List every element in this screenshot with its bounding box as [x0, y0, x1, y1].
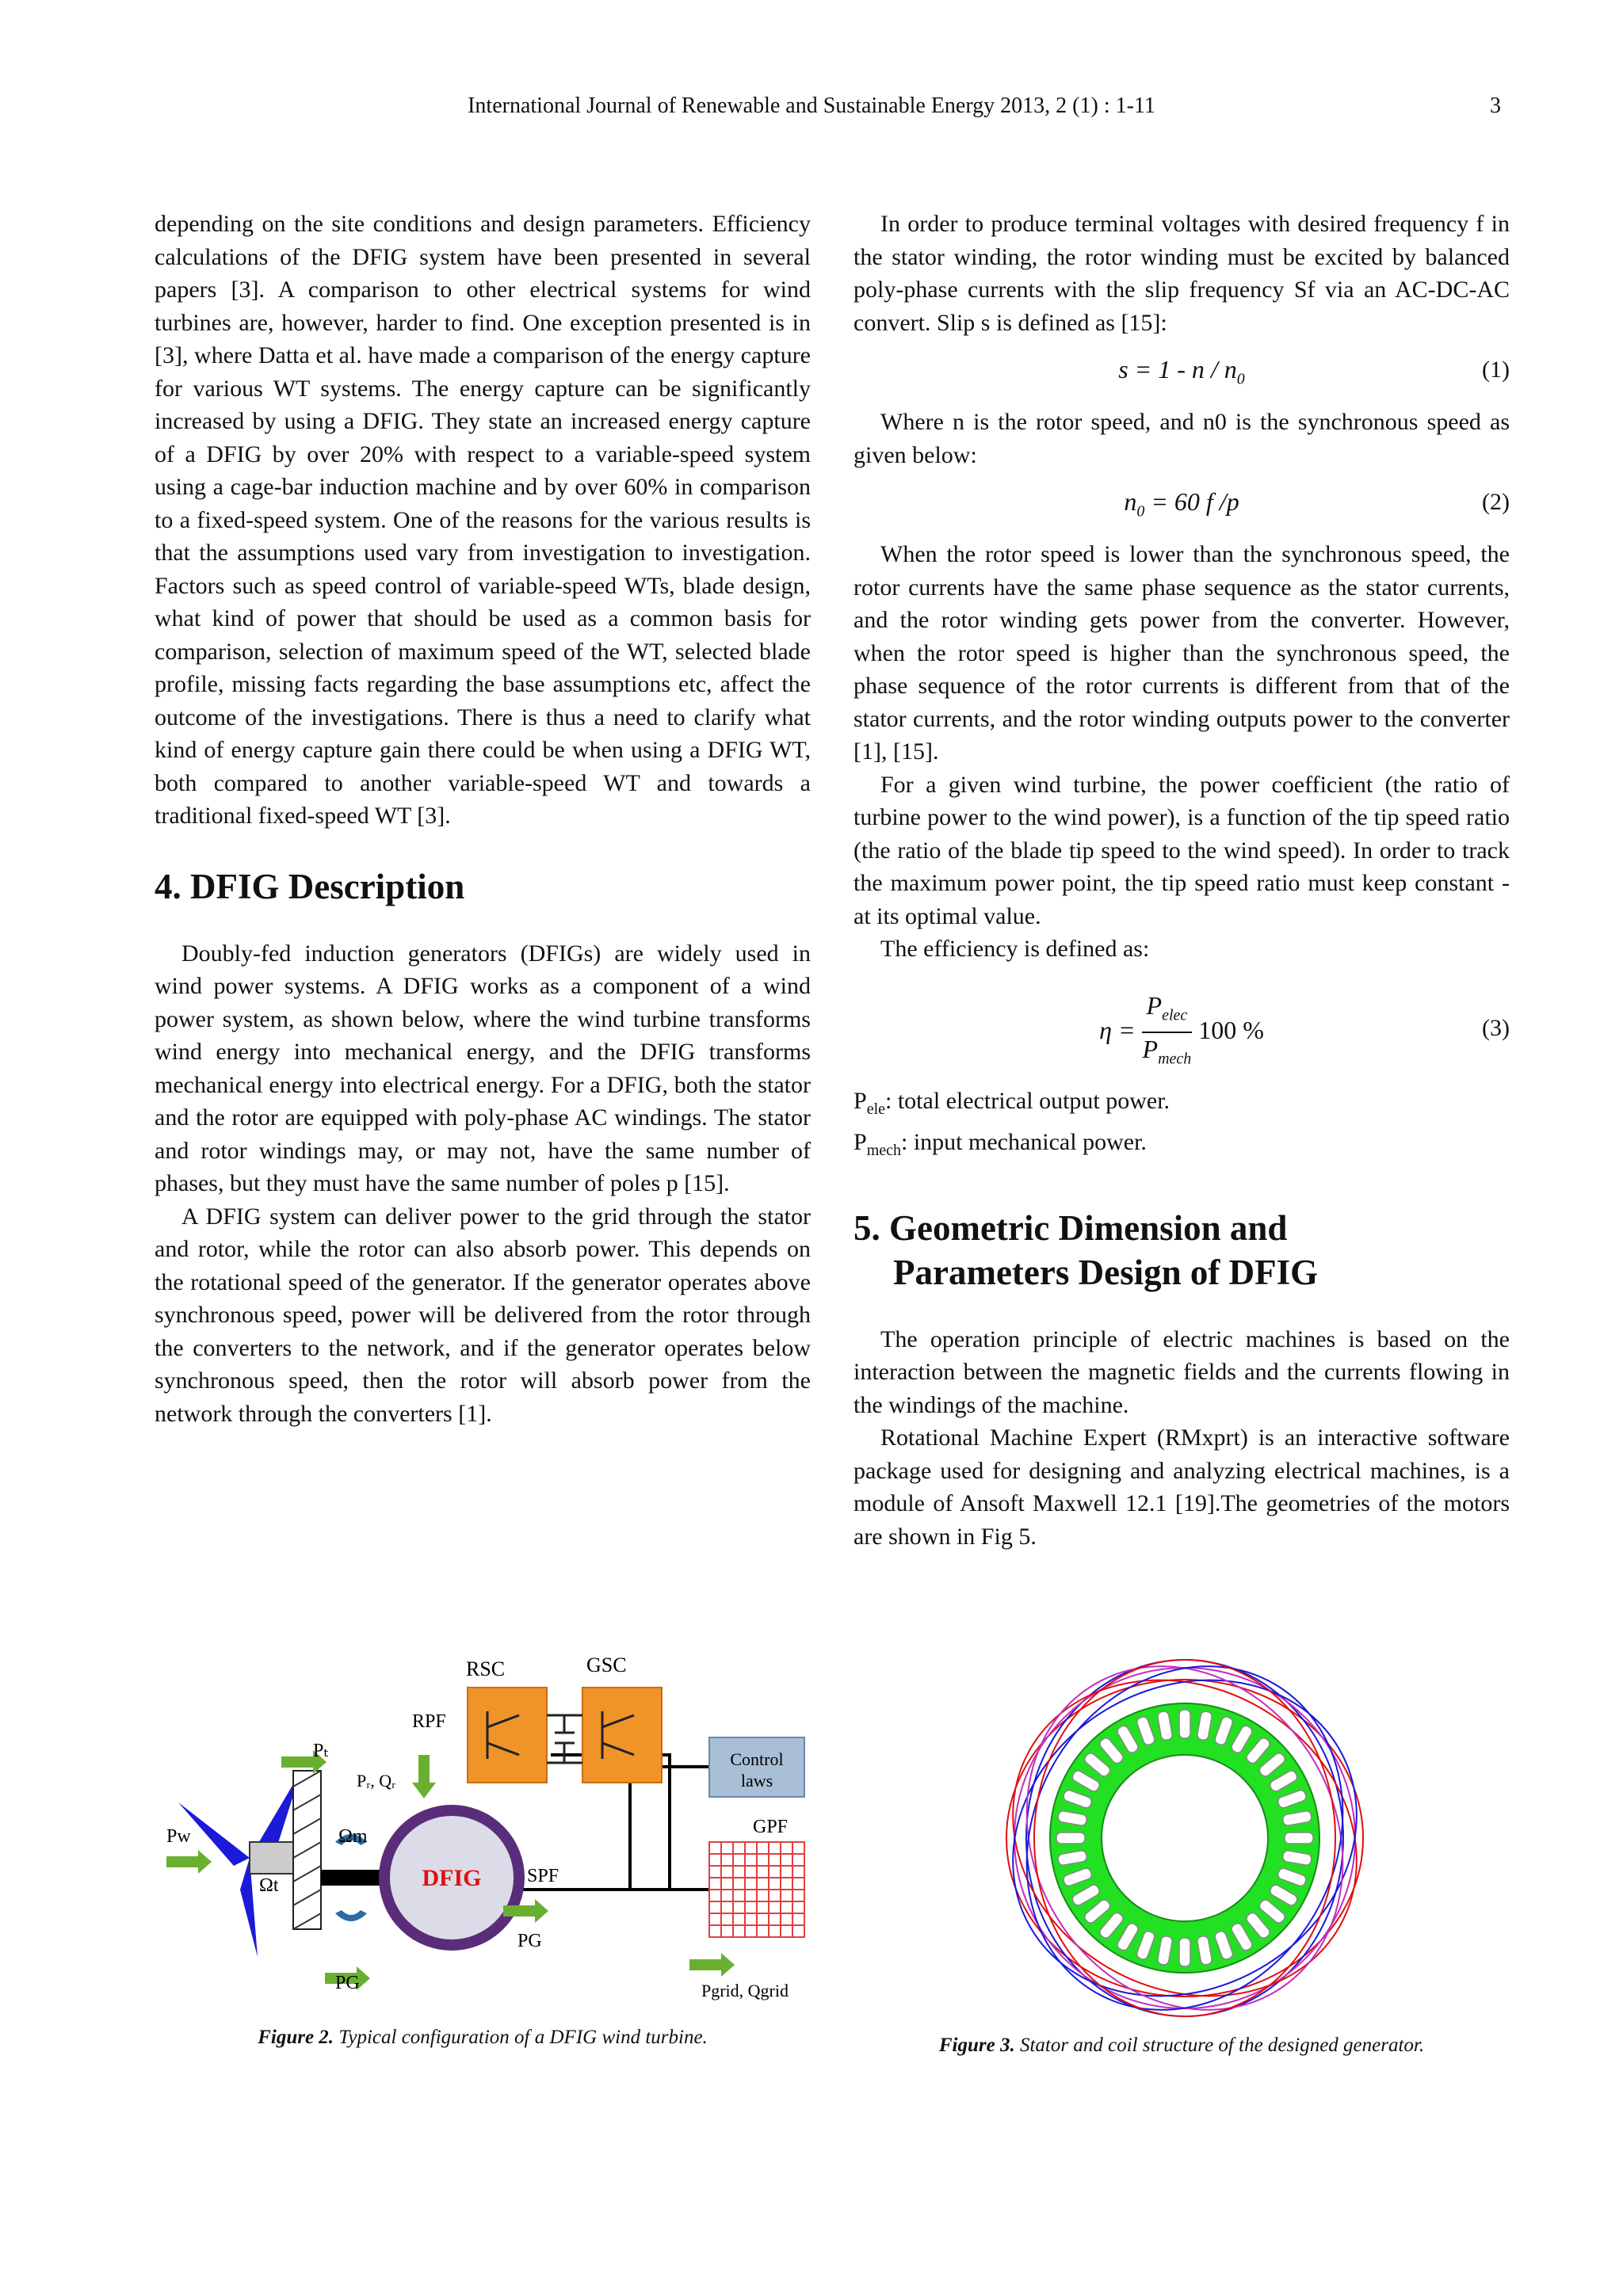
rpf-label: RPF: [412, 1711, 446, 1732]
svg-text:Pᵣ, Qᵣ: Pᵣ, Qᵣ: [357, 1771, 396, 1791]
figure-3-caption: Figure 3. Stator and coil structure of the designed generator.: [938, 2035, 1425, 2056]
paragraph-phase-sequence: When the rotor speed is lower than the synchronous speed, the rotor currents have the same phase sequence as the stator currents, and the rotor winding gets power from the converter. However, when the rotor speed is higher than the synchronous speed, the phase sequence of the rotor currents is different from that of the stator currents, and the rotor winding outputs power to the converter [1], [15].: [854, 541, 1510, 765]
paragraph-dfig-intro: Doubly-fed induction generators (DFIGs) are widely used in wind power systems. A DFIG works as a component of a wind power system, as shown below, where the wind turbine transforms wind energy into mechanical energy, and the DFIG transforms mechanical energy into electrical energy. For a DFIG, both the stator and the rotor are equipped with poly-phase AC windings. The stator and rotor windings may, or may not, have the same number of phases, but they must have the same number of poles p [15].: [155, 940, 811, 1196]
section-heading-5: 5. Geometric Dimension and Parameters Design of DFIG: [854, 1207, 1319, 1292]
svg-text:Control: Control: [730, 1749, 784, 1769]
journal-title: International Journal of Renewable and Sustainable Energy 2013, 2 (1) : 1-11: [468, 93, 1155, 118]
rsc-converter: [468, 1688, 547, 1783]
paragraph-efficiency-defined: The efficiency is defined as:: [880, 936, 1150, 962]
dfig-label: DFIG: [422, 1865, 482, 1891]
svg-text:laws: laws: [740, 1771, 773, 1791]
grid-icon: [709, 1842, 804, 1937]
right-column: [854, 208, 1510, 1553]
figure-2-caption: Figure 2. Typical configuration of a DFIG wind turbine.: [258, 2027, 708, 2048]
svg-text:Ωm: Ωm: [338, 1826, 368, 1847]
paragraph-continuation: depending on the site conditions and design parameters. Efficiency calculations of the DFIG system have been presented in several papers [3]. A comparison to other electrical systems for wind turbines are, however, harder to find. One exception presented is in [3], where Datta et al. have made a comparison of the energy capture for various WT systems. The energy capture can be significantly increased by using a DFIG. They state an increased energy capture of a DFIG by over 20% with respect to a variable-speed system using a cage-bar induction machine and by over 60% in comparison to a fixed-speed system. One of the reasons for the various results is that the assumptions used vary from investigation to investigation. Factors such as speed control of variable-speed WTs, blade design, what kind of power that should be used as a common basis for comparison, selection of maximum speed of the WT, selected blade profile, missing facts regarding the base assumptions etc, affect the outcome of the investigations. There is thus a need to clarify what kind of energy capture gain there could be when using a DFIG WT, both compared to another variable-speed WT and towards a traditional fixed-speed WT [3].: [155, 211, 811, 829]
equation-2: $n_0 = 60$ f /p (2): [1124, 487, 1510, 521]
svg-text:Pgrid, Qgrid: Pgrid, Qgrid: [701, 1981, 789, 2000]
paragraph-operation-principle: The operation principle of electric machines is based on the interaction between the magnetic fields and the currents flowing in the windings of the machine.: [854, 1325, 1510, 1418]
rsc-label: RSC: [466, 1657, 506, 1680]
svg-text:PG: PG: [335, 1973, 360, 1993]
figure-2-dfig-diagram: [162, 1652, 820, 2020]
gsc-label: GSC: [586, 1653, 627, 1676]
running-header: [0, 93, 1623, 125]
left-column: [155, 208, 811, 1430]
paragraph-dfig-power: A DFIG system can deliver power to the grid through the stator and rotor, while the rotor can also absorb power. This depends on the rotational speed of the generator. If the generator operates above synchronous speed, power will be delivered from the rotor through the converters to the network, and if the generator operates below synchronous speed, then the rotor will absorb power from the network through the converters [1].: [155, 1203, 811, 1427]
svg-text:Pₜ: Pₜ: [313, 1741, 330, 1761]
definition-pele: $P_{ele}$: total electrical output power.: [854, 1087, 1170, 1118]
page-number: 3: [1490, 93, 1501, 118]
svg-text:Ωt: Ωt: [259, 1875, 279, 1896]
gsc-converter: [582, 1688, 662, 1783]
gpf-label: GPF: [753, 1817, 789, 1837]
svg-text:Pw: Pw: [166, 1826, 191, 1847]
stator-bore: [1102, 1755, 1268, 1921]
equation-3: η = $\frac{P_{elec}}{P_{mech}}$ 100 % (3): [1099, 990, 1510, 1068]
equation-1: $s = 1 - n / n_0$ (1): [1118, 355, 1510, 388]
paragraph-slip-intro: In order to produce terminal voltages with desired frequency f in the stator winding, the rotor winding must be excited by balanced poly-phase currents with the slip frequency Sf via an AC-DC-AC convert. Slip s is defined as [15]:: [854, 211, 1510, 336]
section-heading-4: 4. DFIG Description: [155, 866, 465, 906]
svg-text:PG: PG: [517, 1931, 542, 1951]
svg-text:SPF: SPF: [527, 1866, 559, 1886]
stator-coil-svg: [995, 1648, 1375, 2028]
figure-3-stator-diagram: [995, 1648, 1375, 2028]
dfig-diagram-svg: [162, 1652, 820, 2020]
paragraph-power-coefficient: For a given wind turbine, the power coefficient (the ratio of turbine power to the wind power), is a function of the tip speed ratio (the ratio of the blade tip speed to the wind speed). In order to track the maximum power point, the tip speed ratio must keep constant - at its optimal value.: [854, 771, 1510, 929]
paragraph-rotor-speed: Where n is the rotor speed, and n0 is the synchronous speed as given below:: [854, 409, 1510, 468]
definition-pmech: $P_{mech}$: input mechanical power.: [854, 1129, 1147, 1159]
paragraph-rmxprt: Rotational Machine Expert (RMxprt) is an interactive software package used for designing and analyzing electrical machines, is a module of Ansoft Maxwell 12.1 [19].The geometries of the motors are shown in Fig 5.: [854, 1425, 1510, 1550]
